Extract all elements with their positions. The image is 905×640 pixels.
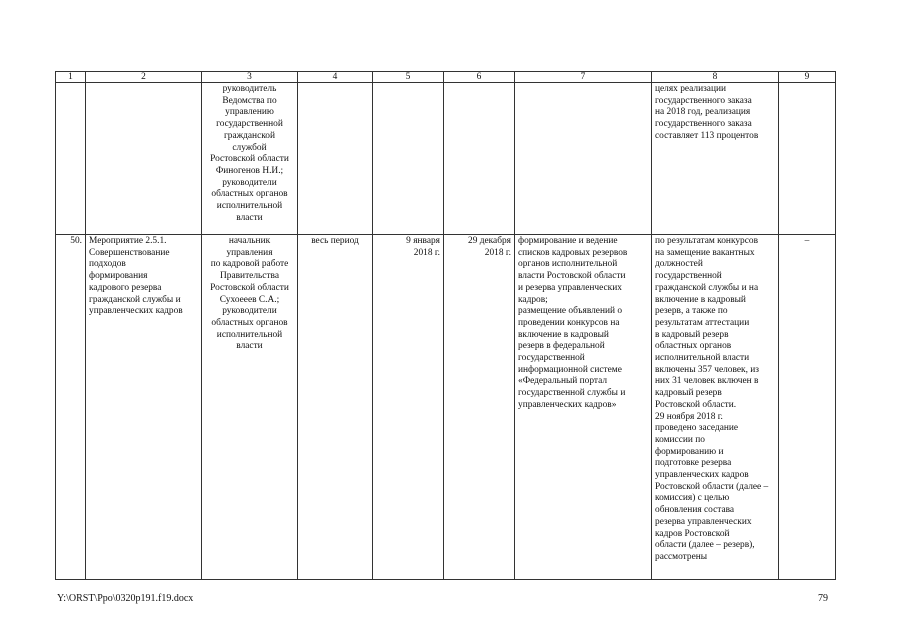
cell-text-line: органов исполнительной (518, 259, 618, 270)
page-number: 79 (818, 593, 828, 604)
planned-result-cell (515, 235, 652, 580)
cell-text-line: гражданской (223, 130, 276, 141)
cell-text-line: обновления состава (655, 505, 735, 516)
cell-text-line: руководители (222, 306, 277, 317)
col-header-8: 8 (652, 72, 779, 83)
col-header-9: 9 (779, 72, 836, 83)
cell-text-line: кадров Ростовской (655, 528, 730, 539)
cell-text-line: Мероприятие 2.5.1. (89, 236, 167, 246)
column-number-row (56, 72, 836, 83)
cell-text-line: исполнительной (216, 201, 283, 212)
cell-text-line: резерв в федеральной (518, 341, 605, 352)
cell-text-line: кадровый резерв (655, 388, 722, 399)
cell-text-line: целях реализации (655, 84, 727, 94)
cell-text-line: кадрового резерва (89, 282, 162, 293)
actual-result-cell (652, 235, 779, 580)
cell-text-line: проведено заседание (655, 423, 739, 434)
end-date-cell (444, 235, 515, 580)
cell-text-line: гражданской службы и (89, 294, 181, 305)
cell-text-line: Совершенствование (89, 247, 170, 258)
cell-text-line: Ростовской области. (655, 399, 737, 410)
plan-table (55, 71, 836, 580)
cell-text-line: власти (236, 341, 263, 352)
col-header-7: 7 (515, 72, 652, 83)
cell-text-line: и резерва управленческих (518, 282, 622, 293)
table-row-continued (56, 83, 836, 235)
responsible-cell (202, 83, 298, 235)
cell-text-line: 2018 г. (484, 247, 511, 258)
table-row-50 (56, 235, 836, 580)
cell-text-line: комиссии по (655, 434, 705, 445)
cell-text-line: резерва управленческих (655, 516, 752, 527)
cell-text-line: управленческих кадров» (518, 399, 617, 410)
footer-file-path: Y:\ORST\Ppo\0320p191.f19.docx (57, 593, 194, 604)
note-cell: – (779, 235, 836, 580)
cell-text-line: области (далее – резерв), (655, 540, 755, 551)
cell-text-line: по результатам конкурсов (655, 236, 759, 246)
cell-text-line: государственного заказа (655, 95, 752, 106)
cell-text-line: управленческих кадров (89, 306, 183, 317)
cell-text-line: них 31 человек включен в (655, 376, 759, 387)
cell-text-line: на замещение вакантных (655, 247, 755, 258)
cell-text-line: управления (226, 247, 273, 258)
cell-text-line: управлению (225, 107, 274, 118)
col-header-6: 6 (444, 72, 515, 83)
cell-text-line: 29 декабря (468, 236, 511, 246)
cell-text-line: формирования (89, 271, 148, 282)
responsible-cell (202, 235, 298, 580)
cell-text-line: управленческих кадров (655, 470, 749, 481)
cell-text-line: власти (236, 212, 263, 223)
col-header-2: 2 (86, 72, 202, 83)
cell-text-line: Ростовской области (210, 282, 289, 293)
cell-text-line: областных органов (655, 341, 732, 352)
col-header-4: 4 (298, 72, 373, 83)
cell-text-line: областных органов (211, 189, 288, 200)
cell-text-line: государственной службы и (518, 388, 626, 399)
cell-text-line: государственной (518, 353, 585, 364)
cell-text-line: Финогенов Н.И.; (215, 165, 284, 176)
cell-text-line: должностей (655, 259, 703, 270)
cell-text-line: руководители (222, 177, 277, 188)
cell-text-line: 2018 г. (413, 247, 440, 258)
col-header-3: 3 (202, 72, 298, 83)
cell-text-line: списков кадровых резервов (518, 247, 628, 258)
cell-text-line: начальник (228, 236, 271, 246)
cell-text-line: подходов (89, 259, 126, 270)
cell-text-line: кадров; (518, 294, 548, 305)
col-header-1: 1 (56, 72, 86, 83)
cell-text-line: власти Ростовской области (518, 271, 626, 282)
cell-text-line: 29 ноября 2018 г. (655, 411, 723, 422)
cell-text-line: по кадровой работе (210, 259, 289, 270)
cell-text-line: информационной системе (518, 364, 622, 375)
cell-text-line: проведении конкурсов на (518, 317, 620, 328)
cell-text-line: областных органов (211, 317, 288, 328)
measure-cell (86, 235, 202, 580)
cell-text-line: 9 января (406, 236, 440, 246)
start-date-cell (373, 235, 444, 580)
cell-text-line: резерв, а также по (655, 306, 728, 317)
cell-text-line: «Федеральный портал (518, 376, 608, 387)
cell-text-line: Ростовской области (далее – (655, 481, 769, 492)
result-cell (652, 83, 779, 235)
cell-text-line: исполнительной власти (655, 353, 750, 364)
period-cell: весь период (298, 235, 373, 580)
cell-text-line: комиссия) с целью (655, 493, 730, 504)
cell-text-line: формированию и (655, 446, 724, 457)
cell-text-line: Сухоееев С.А.; (219, 294, 280, 305)
cell-text-line: размещение объявлений о (518, 306, 623, 317)
cell-text-line: государственного заказа (655, 119, 752, 130)
row-number: 50. (56, 235, 86, 580)
cell-text-line: Правительства (220, 271, 279, 282)
cell-text-line: Ведомства по (222, 95, 277, 106)
cell-text-line: на 2018 год, реализация (655, 107, 751, 118)
cell-text-line: в кадровый резерв (655, 329, 729, 340)
cell-text-line: руководитель (222, 84, 277, 94)
cell-text-line: включение в кадровый (518, 329, 609, 340)
cell-text-line: службой (232, 142, 267, 153)
cell-text-line: составляет 113 процентов (655, 130, 759, 141)
cell-text-line: государственной (216, 119, 283, 130)
cell-text-line: рассмотрены (655, 551, 708, 562)
cell-text-line: государственной (655, 271, 722, 282)
col-header-5: 5 (373, 72, 444, 83)
cell-text-line: исполнительной (216, 329, 283, 340)
cell-text-line: результатам аттестации (655, 317, 750, 328)
cell-text-line: Ростовской области (210, 154, 289, 165)
cell-text-line: включение в кадровый (655, 294, 746, 305)
cell-text-line: формирование и ведение (518, 236, 618, 246)
cell-text-line: подготовке резерва (655, 458, 732, 469)
cell-text-line: включены 357 человек, из (655, 364, 759, 375)
cell-text-line: гражданской службы и на (655, 282, 759, 293)
